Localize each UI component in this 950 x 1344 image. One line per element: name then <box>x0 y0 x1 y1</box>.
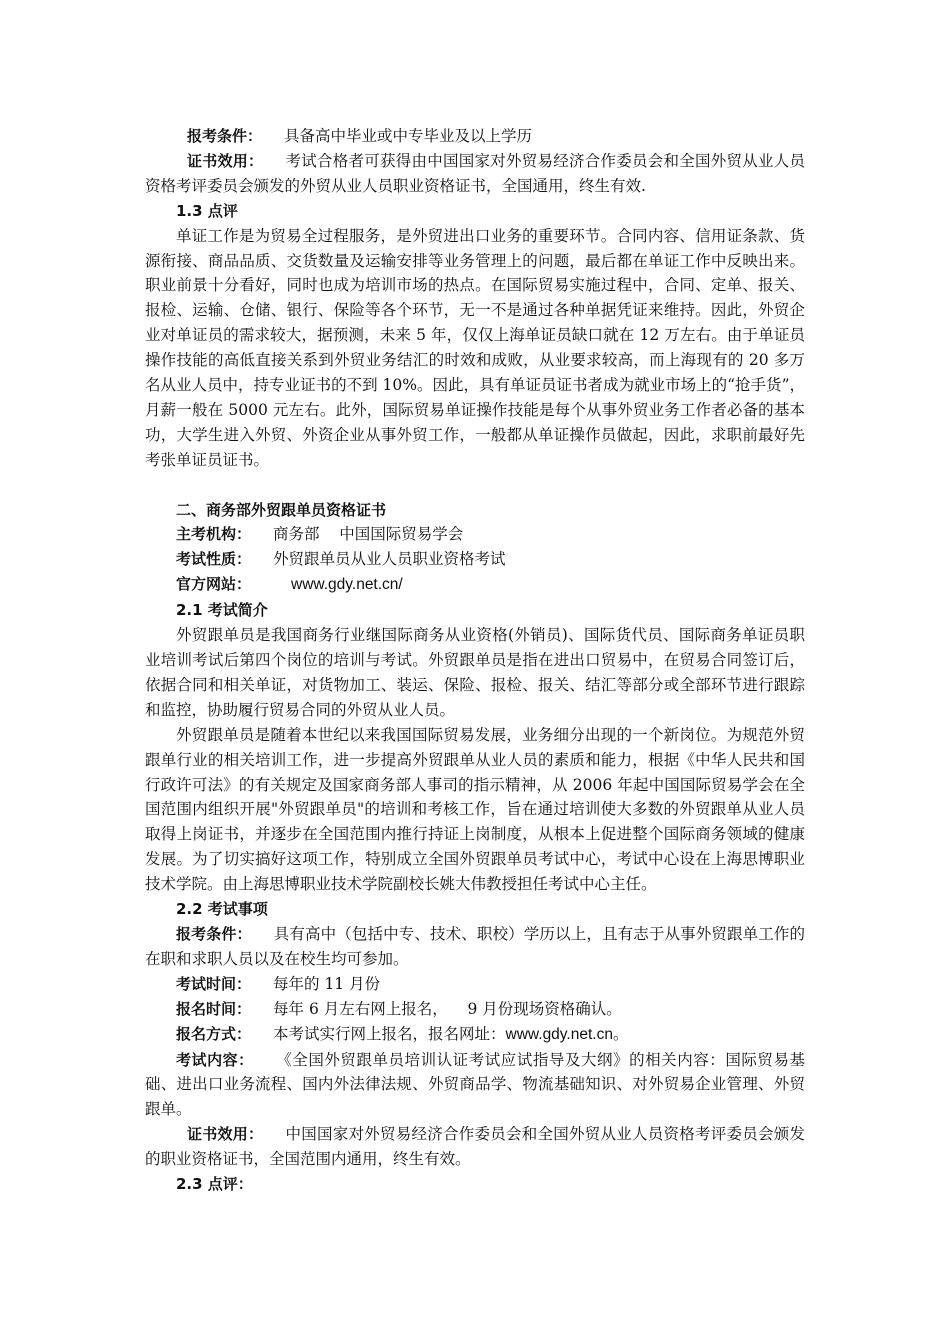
intro-paragraph-2: 外贸跟单员是随着本世纪以来我国国际贸易发展，业务细分出现的一个新岗位。为规范外贸跟单行业的相关培训工作，进一步提高外贸跟单从业人员的素质和能力，根据《中华人民共和国行政许可法》的有关规定及国家商务部人事司的指示精神，从 2006 年起中国国际贸易学会在全国范围内组织开展"外贸跟单员"的培训和考核工作，旨在通过培训使大多数的外贸跟单从业人员取得上岗证书，并逐步在全国范围内推行持证上岗制度，从根本上促进整个国际商务领域的健康发展。为了切实搞好这项工作，特别成立全国外贸跟单员考试中心，考试中心设在上海思博职业技术学院。由上海思博职业技术学院副校长姚大伟教授担任考试中心主任。 <box>145 725 805 894</box>
blank-line <box>145 473 805 498</box>
section-heading-2-2: 2.2 考试事项 <box>176 900 268 919</box>
certificate-effect-paragraph <box>145 149 805 199</box>
exam-content-paragraph <box>145 1048 805 1123</box>
section-heading-2-1: 2.1 考试简介 <box>176 601 268 620</box>
field-value: 每年 6 月左右网上报名， 9 月份现场资格确认。 <box>273 999 622 1018</box>
signup-url-link[interactable]: www.gdy.net.cn <box>505 1025 613 1043</box>
exam-requirement-paragraph <box>145 922 805 972</box>
section-heading-2-3: 2.3 点评： <box>176 1175 253 1194</box>
field-label: 考试内容： <box>176 1050 254 1069</box>
field-value: 《全国外贸跟单员培训认证考试应试指导及大纲》的相关内容：国际贸易基础、进出口业务流程、国内外法律法规、外贸商品学、物流基础知识、对外贸易企业管理、外贸跟单。 <box>145 1050 805 1119</box>
field-label: 报名方式： <box>176 1024 252 1043</box>
field-value: 商务部 中国国际贸易学会 <box>273 525 464 544</box>
field-value: 外贸跟单员从业人员职业资格考试 <box>273 550 506 569</box>
field-label: 证书效用： <box>187 151 264 170</box>
signup-way-line <box>145 1022 805 1048</box>
field-label: 考试性质： <box>176 550 252 569</box>
field-value: 每年的 11 月份 <box>273 974 381 993</box>
field-value: 中国国家对外贸易经济合作委员会和全国外贸从业人员资格考评委员会颁发的职业资格证书，全国范围内通用，终生有效。 <box>145 1125 805 1169</box>
section-heading-1-3: 1.3 点评 <box>176 201 238 220</box>
exam-requirement-line <box>145 124 805 149</box>
review-paragraph: 单证工作是为贸易全过程服务，是外贸进出口业务的重要环节。合同内容、信用证条款、货源衔接、商品品质、交货数量及运输安排等业务管理上的问题，最后都在单证工作中反映出来。职业前景十分看好，同时也成为培训市场的热点。在国际贸易实施过程中，合同、定单、报关、报检、运输、仓储、银行、保险等各个环节，无一不是通过各种单据凭证来维持。因此，外贸企业对单证员的需求较大，据预测，未来 5 年，仅仅上海单证员缺口就在 12 万左右。由于单证员操作技能的高低直接关系到外贸业务结汇的时效和成败，从业要求较高，而上海现有的 20 多万名从业人员中，持专业证书的不到 10%。因此，具有单证员证书者成为就业市场上的“抢手货”，月薪一般在 5000 元左右。此外，国际贸易单证操作技能是每个从事外贸业务工作者必备的基本功，大学生进入外贸、外资企业从事外贸工作，一般都从单证操作员做起，因此，求职前最好先考张单证员证书。 <box>145 226 805 469</box>
field-value: 具备高中毕业或中专毕业及以上学历 <box>284 127 533 145</box>
field-label: 主考机构： <box>176 525 252 544</box>
field-value: 具有高中（包括中专、技术、职校）学历以上，且有志于从事外贸跟单工作的在职和求职人员以及在校生均可参加。 <box>145 924 805 968</box>
field-value: 本考试实行网上报名，报名网址： <box>273 1024 506 1043</box>
field-label: 考试时间： <box>176 974 252 993</box>
field-label: 报名时间： <box>176 999 252 1018</box>
field-value: 考试合格者可获得由中国国家对外贸易经济合作委员会和全国外贸从业人员资格考评委员会颁发的外贸从业人员职业资格证书，全国通用，终生有效. <box>145 151 805 195</box>
official-site-line <box>145 572 805 598</box>
exam-nature-line <box>145 547 805 572</box>
certificate-effect-paragraph-2 <box>145 1122 805 1172</box>
official-site-url: www.gdy.net.cn/ <box>291 576 403 594</box>
exam-org-line <box>145 522 805 547</box>
field-label: 证书效用： <box>187 1125 264 1144</box>
document-body <box>145 124 805 1197</box>
intro-paragraph-1: 外贸跟单员是我国商务行业继国际商务从业资格(外销员)、国际货代员、国际商务单证员职业培训考试后第四个岗位的培训与考试。外贸跟单员是指在进出口贸易中，在贸易合同签订后，依据合同和相关单证，对货物加工、装运、保险、报检、报关、结汇等部分或全部环节进行跟踪和监控，协助履行贸易合同的外贸从业人员。 <box>145 626 805 719</box>
section-title-2: 二、商务部外贸跟单员资格证书 <box>176 500 387 519</box>
signup-time-line <box>145 997 805 1022</box>
field-label: 报考条件： <box>187 127 263 145</box>
field-value-end: 。 <box>612 1024 629 1043</box>
field-label: 报考条件： <box>176 924 252 943</box>
field-label: 官方网站： <box>176 575 252 594</box>
exam-time-line <box>145 972 805 997</box>
